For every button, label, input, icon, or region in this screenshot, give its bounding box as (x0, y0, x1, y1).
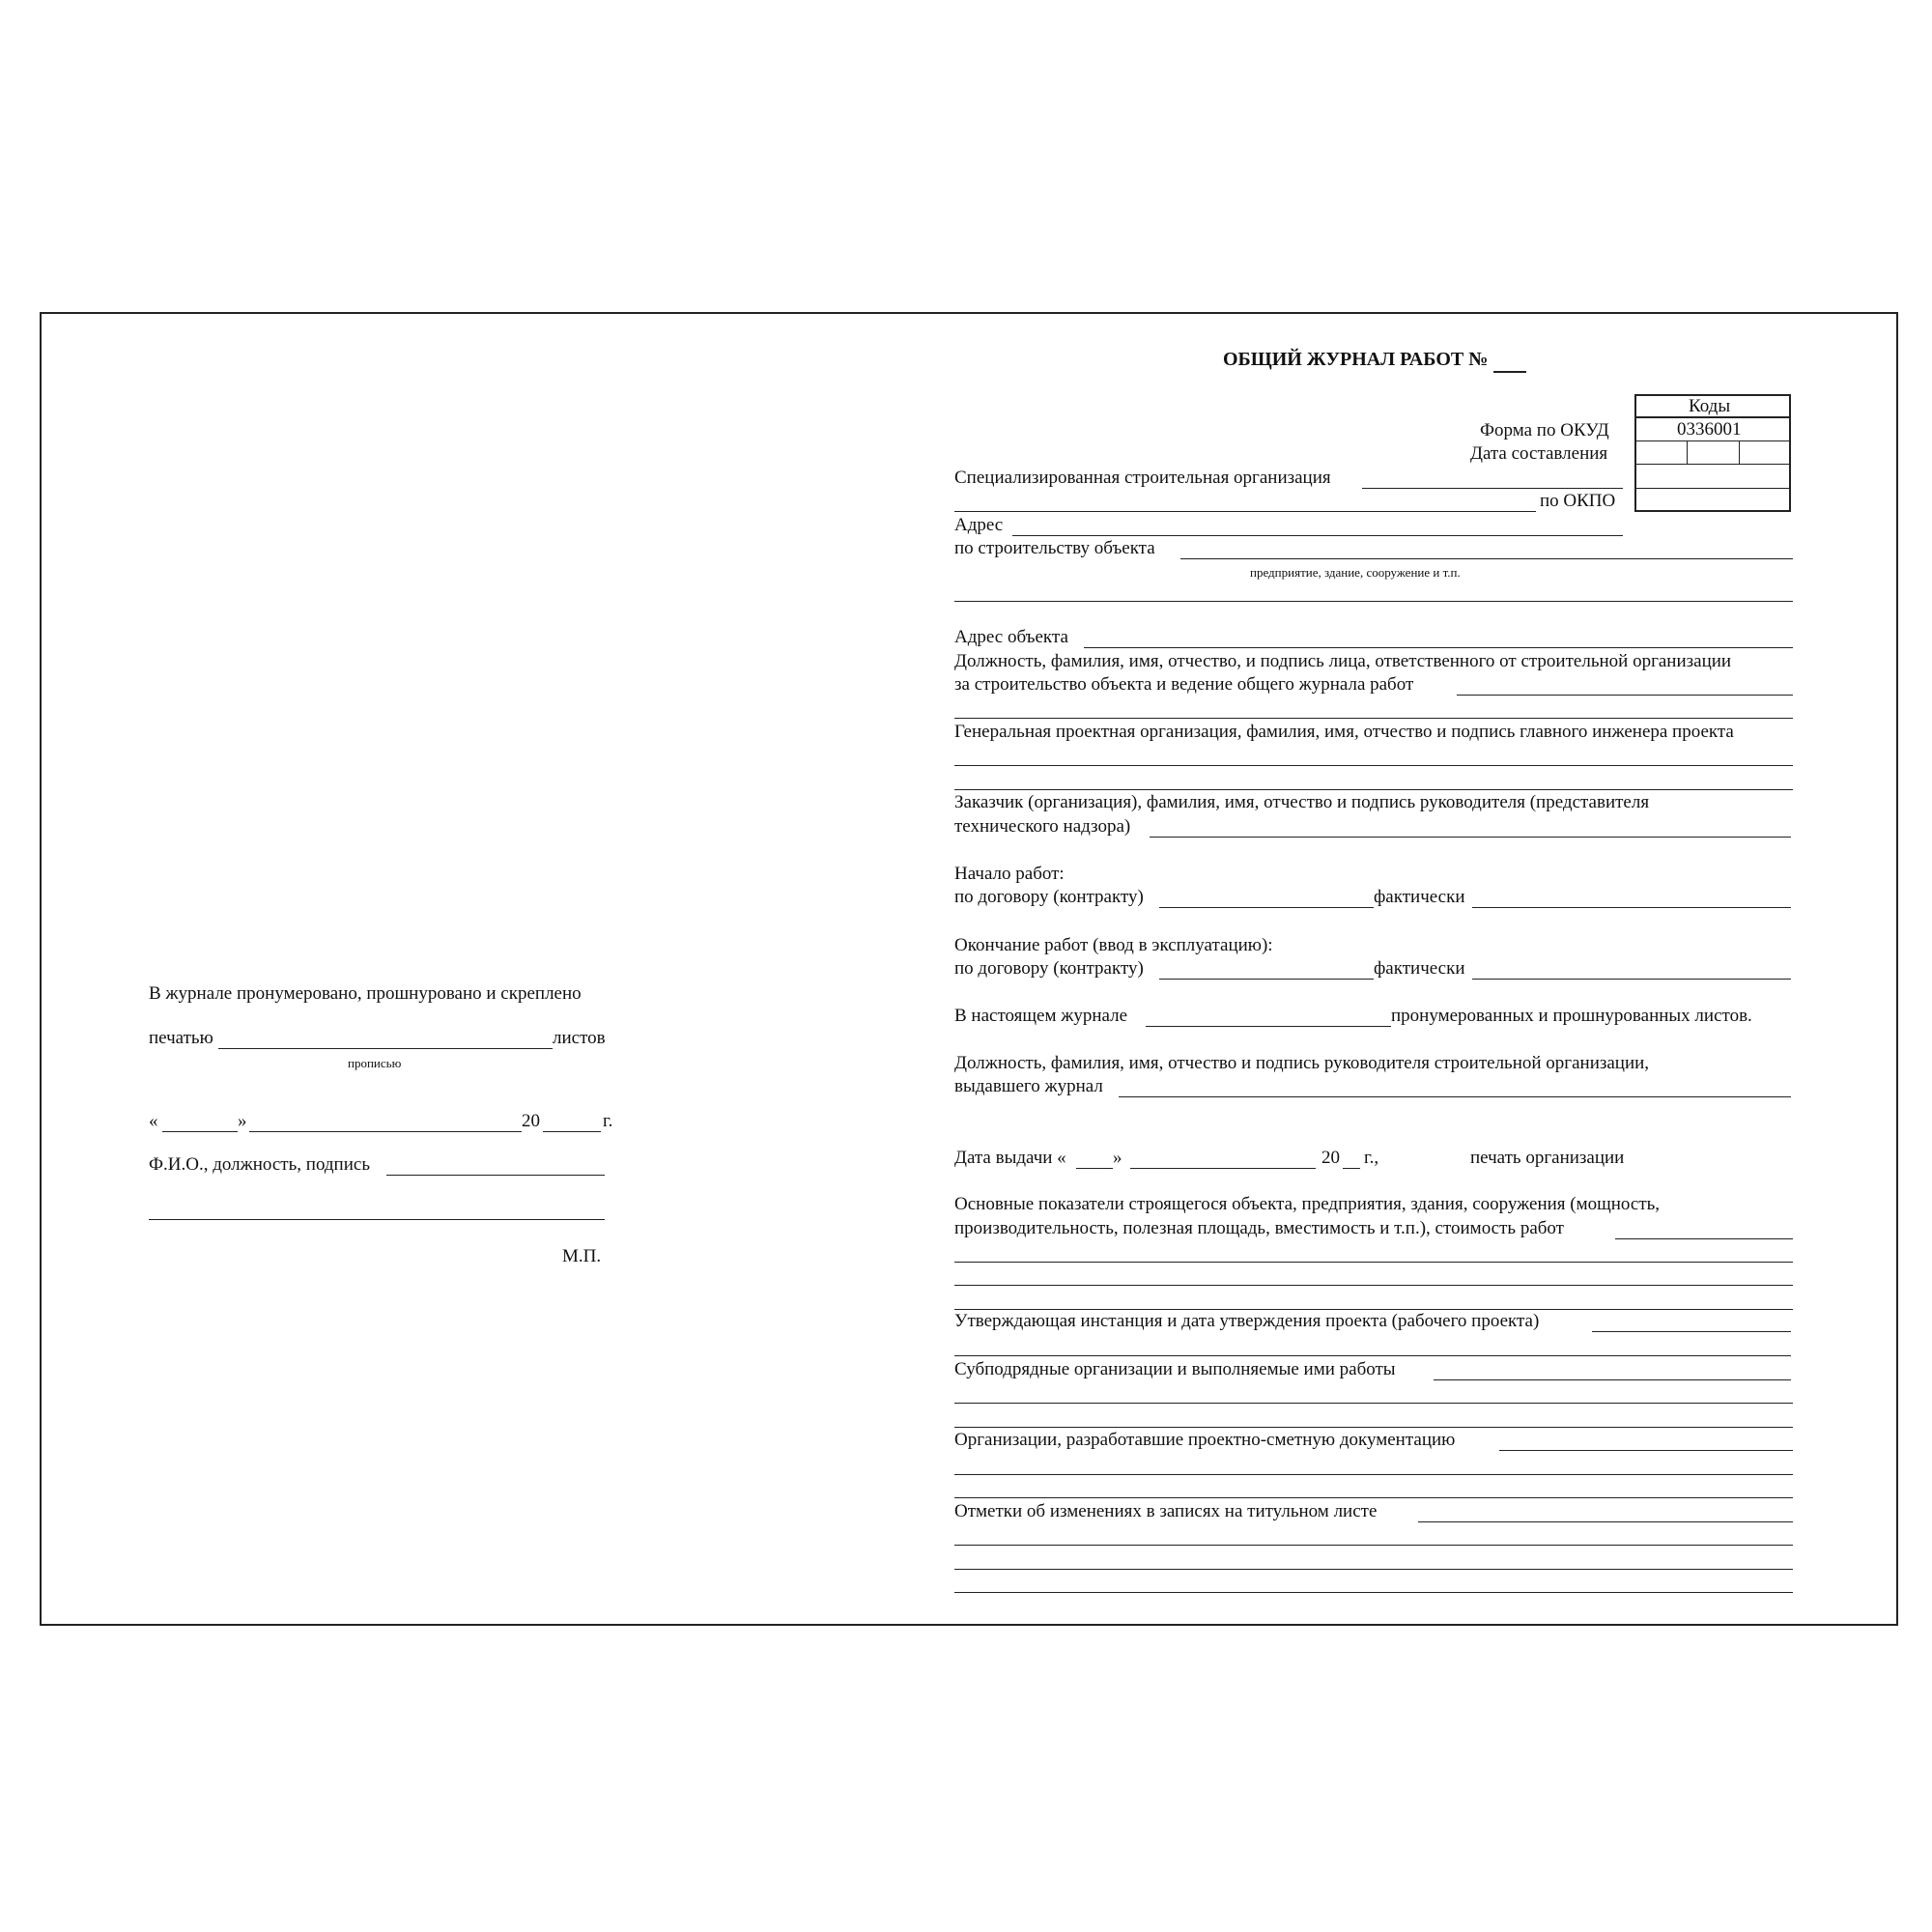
codes-divider-1 (1634, 416, 1791, 418)
issue-month-line[interactable] (1130, 1168, 1316, 1169)
adres-obekta-label: Адрес объекта (954, 627, 1068, 647)
start-actual-line[interactable] (1472, 907, 1791, 908)
journal-title: ОБЩИЙ ЖУРНАЛ РАБОТ № (1223, 349, 1489, 370)
left-fio-line[interactable] (386, 1175, 605, 1176)
left-date-month-line[interactable] (249, 1131, 522, 1132)
tech-nadzor-line[interactable] (1150, 837, 1791, 838)
left-year-line[interactable] (543, 1131, 601, 1132)
osnovnye-label: Основные показатели строящегося объекта, предприятия, здания, сооружения (мощность, (954, 1194, 1661, 1214)
start-actual-label: фактически (1374, 887, 1465, 907)
utverzhdayushchaya-label: Утверждающая инстанция и дата утверждения проекта (рабочего проекта) (954, 1311, 1540, 1331)
issue-year-prefix: 20 (1321, 1148, 1340, 1168)
end-actual-line[interactable] (1472, 979, 1791, 980)
adres-label: Адрес (954, 515, 1004, 535)
organizacii-label: Организации, разработавшие проектно-сметную документацию (954, 1430, 1456, 1450)
left-listov-label: листов (553, 1028, 606, 1048)
left-date-open-quote: « (149, 1111, 158, 1131)
codes-divider-4 (1634, 488, 1791, 489)
v-nastoyashchem-label: В настоящем журнале (954, 1006, 1128, 1026)
subcontractors-line[interactable] (1434, 1379, 1791, 1380)
left-date-day-line[interactable] (162, 1131, 238, 1132)
spec-org-label: Специализированная строительная организация (954, 468, 1331, 488)
predpriyatie-caption: предприятие, здание, сооружение и т.п. (1250, 565, 1461, 580)
forma-okud-label: Форма по ОКУД (1480, 420, 1609, 440)
design-orgs-line[interactable] (1499, 1450, 1793, 1451)
design-orgs-line-3[interactable] (954, 1497, 1793, 1498)
spec-org-line[interactable] (1362, 488, 1623, 489)
left-year-suffix: г. (603, 1111, 613, 1131)
end-actual-label: фактически (1374, 958, 1465, 979)
gen-proekt-line-2[interactable] (954, 789, 1793, 790)
approval-line[interactable] (1592, 1331, 1791, 1332)
left-pechatyu-label: печатью (149, 1028, 213, 1048)
start-contract-line[interactable] (1159, 907, 1374, 908)
okud-code-value: 0336001 (1677, 419, 1742, 440)
issue-year-line[interactable] (1343, 1168, 1360, 1169)
nachalo-label: Начало работ: (954, 864, 1065, 884)
changes-line-2[interactable] (954, 1545, 1793, 1546)
responsible-person-label: Должность, фамилия, имя, отчество, и подпись лица, ответственного от строительной организации (954, 651, 1732, 671)
design-orgs-line-2[interactable] (954, 1474, 1793, 1475)
gen-proekt-line[interactable] (954, 765, 1793, 766)
subpodryadnye-label: Субподрядные организации и выполняемые ими работы (954, 1359, 1396, 1379)
spec-org-line-2[interactable] (954, 511, 1536, 512)
journal-number-line[interactable] (1493, 371, 1526, 373)
adres-line[interactable] (1012, 535, 1623, 536)
left-fio-line-2[interactable] (149, 1219, 605, 1220)
left-year-prefix: 20 (522, 1111, 540, 1131)
vydavshego-label: выдавшего журнал (954, 1076, 1103, 1096)
issuer-label: Должность, фамилия, имя, отчество и подпись руководителя строительной организации, (954, 1053, 1650, 1073)
pronumerovannyh-label: пронумерованных и прошнурованных листов. (1391, 1006, 1752, 1026)
subcontractors-line-2[interactable] (954, 1403, 1793, 1404)
okonchanie-label: Окончание работ (ввод в эксплуатацию): (954, 935, 1273, 955)
codes-divider-3 (1634, 464, 1791, 465)
date-cell-divider-2 (1739, 440, 1740, 464)
sheets-number-line[interactable] (1146, 1026, 1391, 1027)
issue-day-line[interactable] (1076, 1168, 1113, 1169)
tech-nadzor-label: технического надзора) (954, 816, 1131, 837)
gen-proekt-label: Генеральная проектная организация, фамилия, имя, отчество и подпись главного инженера проекта (954, 722, 1734, 742)
changes-line[interactable] (1418, 1521, 1793, 1522)
sheets-count-line[interactable] (218, 1048, 553, 1049)
indicators-line-2[interactable] (954, 1262, 1793, 1263)
end-contract-label: по договору (контракту) (954, 958, 1144, 979)
end-contract-line[interactable] (1159, 979, 1374, 980)
codes-header: Коды (1689, 396, 1731, 416)
changes-line-3[interactable] (954, 1569, 1793, 1570)
left-mp-label: М.П. (562, 1246, 602, 1266)
propisyu-caption: прописью (348, 1056, 402, 1070)
po-okpo-label: по ОКПО (1540, 491, 1616, 511)
indicators-line-3[interactable] (954, 1285, 1793, 1286)
pechat-org-label: печать организации (1470, 1148, 1625, 1168)
po-stroitelstvu-label: по строительству объекта (954, 538, 1155, 558)
zakazchik-label: Заказчик (организация), фамилия, имя, отчество и подпись руководителя (представителя (954, 792, 1650, 812)
object-line[interactable] (1180, 558, 1793, 559)
subcontractors-line-3[interactable] (954, 1427, 1793, 1428)
issue-quote-close: » (1113, 1148, 1122, 1168)
proizvoditelnost-label: производительность, полезная площадь, вместимость и т.п.), стоимость работ (954, 1218, 1564, 1238)
issue-year-suffix: г., (1364, 1148, 1379, 1168)
left-certification-text: В журнале пронумеровано, прошнуровано и скреплено (149, 983, 582, 1004)
codes-divider-2 (1634, 440, 1791, 441)
date-cell-divider-1 (1687, 440, 1688, 464)
otmetki-label: Отметки об изменениях в записях на титульном листе (954, 1501, 1378, 1521)
object-line-2[interactable] (954, 601, 1793, 602)
issuer-line[interactable] (1119, 1096, 1791, 1097)
responsible-person-line-2[interactable] (954, 718, 1793, 719)
responsible-person-line[interactable] (1457, 695, 1793, 696)
indicators-line[interactable] (1615, 1238, 1793, 1239)
za-stroitelstvo-label: за строительство объекта и ведение общего журнала работ (954, 674, 1414, 695)
indicators-line-4[interactable] (954, 1309, 1793, 1310)
start-contract-label: по договору (контракту) (954, 887, 1144, 907)
data-vydachi-label: Дата выдачи « (954, 1148, 1066, 1168)
changes-line-4[interactable] (954, 1592, 1793, 1593)
adres-obekta-line[interactable] (1084, 647, 1793, 648)
left-date-close-quote: » (238, 1111, 247, 1131)
data-sostavleniya-label: Дата составления (1470, 443, 1608, 464)
left-fio-label: Ф.И.О., должность, подпись (149, 1154, 370, 1175)
approval-line-2[interactable] (954, 1355, 1791, 1356)
